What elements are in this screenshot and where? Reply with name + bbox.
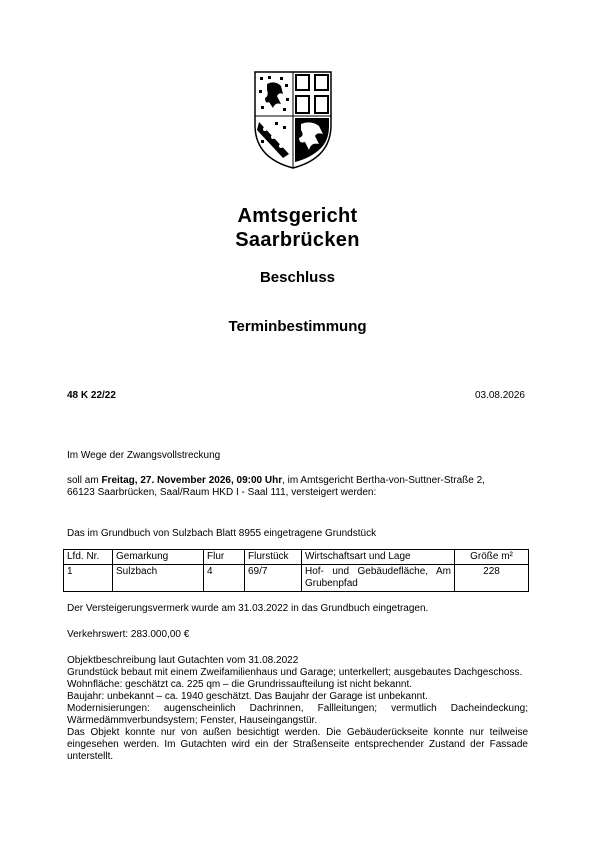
document-subject: Terminbestimmung — [228, 318, 367, 335]
cell-gemarkung: Sulzbach — [113, 565, 204, 592]
property-table — [63, 549, 529, 592]
court-name-line2: Saarbrücken — [235, 229, 360, 251]
cell-flurstueck: 69/7 — [245, 565, 302, 592]
register-text: Das im Grundbuch von Sulzbach Blatt 8955 eingetragene Grundstück — [67, 528, 377, 539]
object-baujahr: Baujahr: unbekannt – ca. 1940 geschätzt. Das Baujahr der Garage ist unbekannt. — [67, 691, 428, 702]
cell-groesse: 228 — [455, 565, 529, 592]
term-paragraph — [67, 475, 528, 499]
verkehrswert-text: Verkehrswert: 283.000,00 € — [67, 629, 190, 640]
object-heading: Objektbeschreibung laut Gutachten vom 31.08.2022 — [67, 655, 299, 666]
header-groesse: Größe m² — [455, 550, 529, 565]
object-besichtigung: Das Objekt konnte nur von außen besichtigt werden. Die Gebäuderückseite konnte nur teilweise eingesehen werden. Im Gutachten wird ein der Straßenseite entsprechender Zustand der Fassade unterstellt. — [67, 727, 528, 762]
vermerk-text: Der Versteigerungsvermerk wurde am 31.03.2022 in das Grundbuch eingetragen. — [67, 603, 429, 614]
object-description — [67, 655, 528, 763]
case-number: 48 K 22/22 — [67, 390, 116, 401]
term-location: 66123 Saarbrücken, Saal/Raum HKD I - Saal 111, versteigert werden: — [67, 487, 377, 498]
table-header-row — [64, 550, 529, 565]
term-suffix: , im Amtsgericht Bertha-von-Suttner-Straße 2, — [282, 475, 485, 486]
object-modernisierungen: Modernisierungen: augenscheinlich Dachrinnen, Fallleitungen; vermutlich Dacheindeckung; Wärmedämmverbundsystem; Fenster, Hauseingangstür. — [67, 703, 528, 726]
header-flurstueck: Flurstück — [245, 550, 302, 565]
table-row — [64, 565, 529, 592]
header-gemarkung: Gemarkung — [113, 550, 204, 565]
header-wirtschaftsart: Wirtschaftsart und Lage — [302, 550, 455, 565]
court-name-line1: Amtsgericht — [237, 205, 358, 227]
cell-flur: 4 — [204, 565, 245, 592]
term-prefix: soll am — [67, 475, 102, 486]
coat-of-arms — [253, 70, 333, 170]
header-flur: Flur — [204, 550, 245, 565]
object-text: Grundstück bebaut mit einem Zweifamilienhaus und Garage; unterkellert; ausgebautes Dachgeschoss. — [67, 667, 523, 678]
intro-text: Im Wege der Zwangsvollstreckung — [67, 450, 221, 461]
document-type: Beschluss — [259, 269, 336, 286]
document-date: 03.08.2026 — [474, 390, 525, 401]
header-lfd-nr: Lfd. Nr. — [64, 550, 113, 565]
term-date: Freitag, 27. November 2026, 09:00 Uhr — [101, 475, 283, 486]
cell-wirtschaftsart: Hof- und Gebäudefläche, Am Grubenpfad — [302, 565, 455, 592]
object-wohnflaeche: Wohnfläche: geschätzt ca. 225 qm – die Grundrissaufteilung ist nicht bekannt. — [67, 679, 413, 690]
cell-lfd-nr: 1 — [64, 565, 113, 592]
